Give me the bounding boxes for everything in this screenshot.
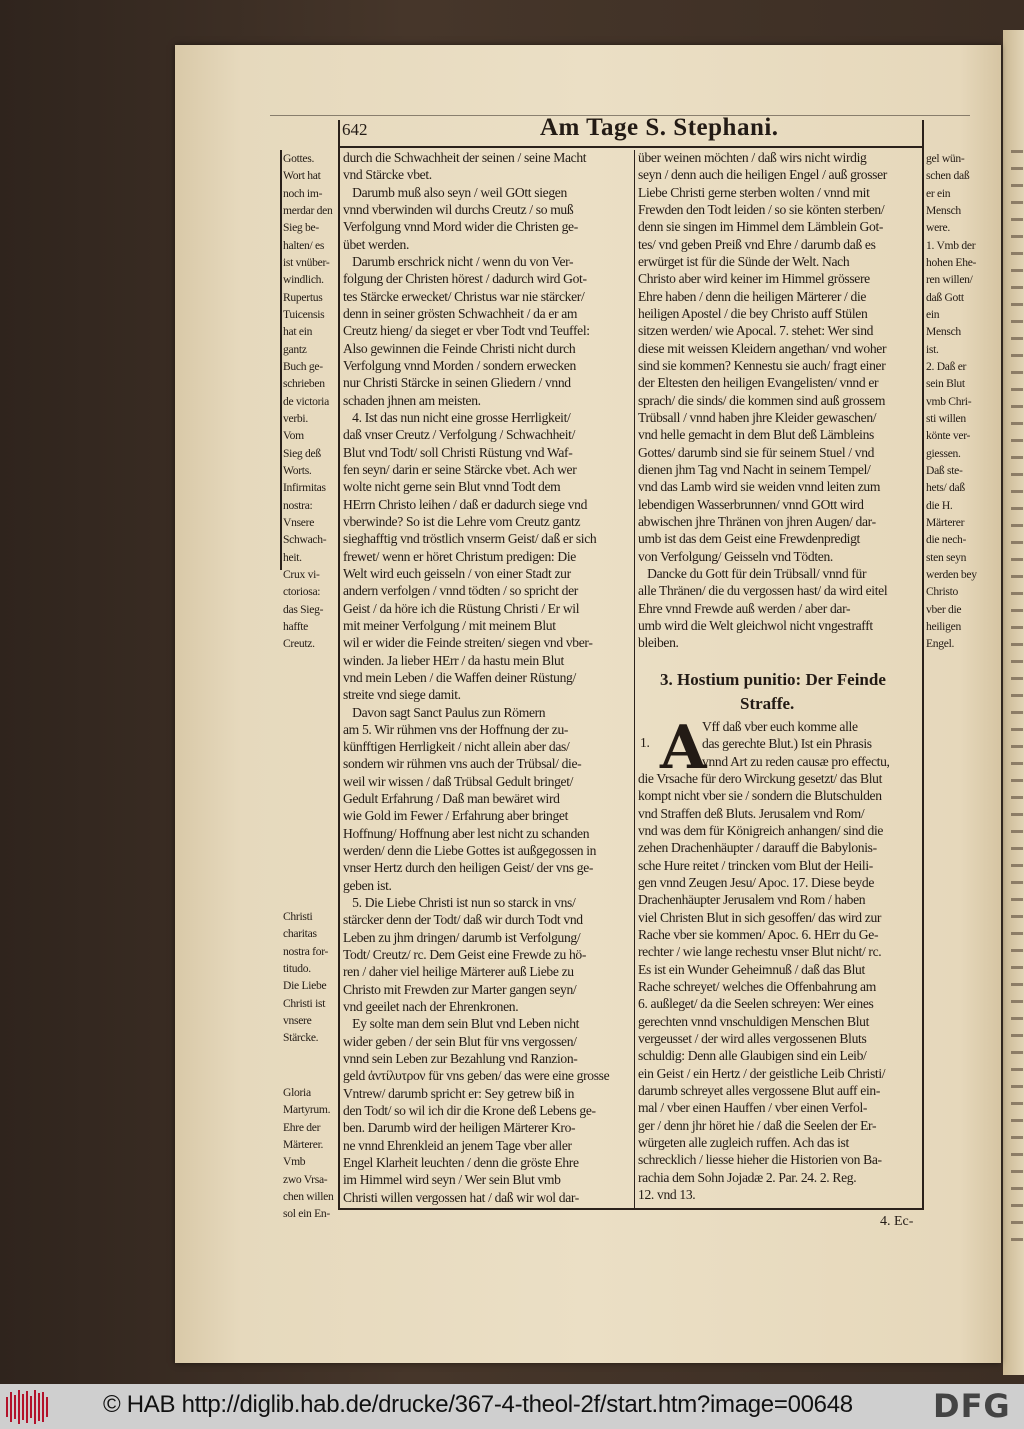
text-line: sind sie kommen? Kennestu sie auch/ fragt einer (638, 357, 886, 373)
margin-note-line: werden bey (926, 567, 977, 581)
text-line: 4. Ist das nun nicht eine grosse Herrligkeit/ (343, 409, 571, 425)
margin-note-line: sten seyn (926, 550, 967, 564)
text-line: rechter / wie lange rechestu vnser Blut nicht/ rc. (638, 944, 882, 960)
text-line: Davon sagt Sanct Paulus zun Römern (343, 704, 546, 720)
margin-note-line: vber die (926, 602, 962, 616)
margin-note-line: giessen. (926, 446, 961, 460)
margin-note-line: Christo (926, 585, 959, 599)
text-line: Welt wird euch geisseln / von einer Stadt zur (343, 565, 571, 581)
margin-note-line: Die Liebe (283, 979, 327, 993)
text-line: Darumb muß also seyn / weil GOtt siegen (343, 184, 567, 200)
text-line: sitzen werden/ wie Apocal. 7. stehet: Wer sind (638, 323, 874, 339)
text-line: Frewden den Todt leiden / so sie könten sterben/ (638, 201, 885, 217)
text-line: vberwinde? So ist die Lehre vom Creutz gantz (343, 513, 581, 529)
text-line: Verfolgung vnnd Mord wider die Christen ge- (343, 219, 578, 235)
text-line: Ehre haben / denn die heiligen Märterer / die (638, 288, 867, 304)
text-line: ren / daher viel heilige Märterer auß Liebe zu (343, 964, 574, 980)
left-margin-rule (338, 120, 340, 1210)
text-line: Darumb erschrick nicht / wenn du von Ver- (343, 253, 574, 269)
text-line: Geist / da höre ich die Rüstung Christi / Er wil (343, 600, 580, 616)
text-line: 6. außleget/ da die Seelen schreyen: Wer eines (638, 996, 874, 1012)
text-line: nur Christi Stärcke in seinen Gliedern / vnnd (343, 375, 571, 391)
text-line: Blut vnd Todt/ soll Christi Rüstung vnd Waf- (343, 444, 573, 460)
text-line: vnd das Lamb wird sie weiden vnnd leiten zum (638, 479, 881, 495)
margin-note-line: 1. Vmb der (926, 238, 976, 252)
margin-note-line: daß Gott (926, 290, 964, 304)
margin-note-line: ctoriosa: (283, 585, 321, 599)
margin-note-line: Sieg deß (283, 446, 321, 460)
text-line: winden. Ja lieber HErr / da hastu mein Blut (343, 652, 564, 668)
footer-bar (0, 1384, 1024, 1429)
left-marginalia-2 (283, 908, 338, 1047)
text-line: wider geben / der sein Blut für vns vergossen/ (343, 1033, 577, 1049)
margin-note-line: Worts. (283, 463, 312, 477)
margin-note-line: das Sieg- (283, 602, 324, 616)
text-line: frewet/ wenn er höret Christum predigen: Die (343, 548, 576, 564)
text-line: diese mit weissen Kleidern angethan/ vnd woher (638, 340, 887, 356)
next-page-edge (1003, 30, 1024, 1375)
text-line: durch die Schwachheit der seinen / seine Macht (343, 150, 587, 165)
margin-note-line: nostra for- (283, 944, 329, 958)
margin-note-line: Creutz. (283, 637, 315, 651)
text-line: sondern wir rühmen vns auch der Trübsal/ die- (343, 756, 582, 772)
margin-note-line: Sieg be- (283, 221, 319, 235)
text-line: vnser Hertz durch den heiligen Geist/ der vns ge- (343, 860, 594, 876)
margin-note-line: charitas (283, 927, 317, 941)
text-line: die Vrsache für dero Wirckung gesetzt/ das Blut (638, 771, 883, 786)
text-line: folgung der Christen hörest / dadurch wird Got- (343, 271, 587, 287)
text-line: alle Thränen/ die du vergossen hast/ da wird eitel (638, 583, 888, 599)
text-line: werden/ denn die Liebe Gottes ist außgegossen in (343, 843, 597, 859)
text-line: denn in seiner grösten Schwachheit / da er am (343, 305, 578, 321)
margin-note-line: hat ein (283, 325, 313, 339)
text-line: vnd Stärcke vbet. (343, 167, 432, 183)
margin-note-line: heiligen (926, 619, 961, 633)
margin-note-line: halten/ es (283, 238, 325, 252)
margin-note-line: Mensch (926, 203, 961, 217)
text-line: zehen Drachenhäupter / darauff die Babylonis- (638, 840, 877, 856)
text-line: vnd mein Leben / die Waffen deiner Rüstung/ (343, 669, 576, 685)
column-2-indented-text (702, 718, 922, 770)
margin-note-line: Christi (283, 910, 313, 923)
margin-note-line: Ehre der (283, 1120, 321, 1134)
margin-note-line: schen daß (926, 169, 970, 183)
text-line: Engel Klarheit leuchten / denn die gröste Ehre (343, 1155, 579, 1171)
right-margin-rule (922, 120, 924, 1210)
text-line: Leben zu jhm dringen/ darumb ist Verfolgung/ (343, 929, 581, 945)
margin-note-line: er ein (926, 186, 951, 200)
section-heading-line-1: 3. Hostium punitio: Der Feinde (660, 670, 886, 689)
margin-note-line: gantz (283, 342, 307, 356)
section-heading (660, 668, 922, 716)
text-line: stärcker denn der Todt/ daß wir durch Todt vnd (343, 912, 583, 928)
text-line: im Himmel wird seyn / Wer sein Blut vmb (343, 1172, 561, 1188)
text-line: vnd helle gemacht in dem Blut deß Lämbleins (638, 427, 874, 443)
margin-note-line: de victoria (283, 394, 329, 408)
margin-note-line: sti willen (926, 411, 966, 425)
margin-note-line: ist vnüber- (283, 255, 330, 269)
text-line: daß vnser Creutz / Verfolgung / Schwachheit/ (343, 427, 575, 443)
margin-note-line: 2. Daß er (926, 359, 967, 373)
margin-note-line: ein (926, 307, 940, 321)
margin-note-line: vnsere (283, 1013, 312, 1027)
margin-note-line: Märterer (926, 515, 965, 529)
text-line: der Eltesten den heiligen Evangelisten/ vnnd er (638, 375, 879, 391)
text-line: vergeusset / der wird alles vergossenen Bluts (638, 1030, 867, 1046)
text-line: wil er wider die Feinde streiten/ siegen vnd vber- (343, 635, 593, 651)
text-line: Christi willen vergossen hat / daß wir wol dar- (343, 1189, 579, 1205)
text-line: Liebe Christi gerne sterben wolten / vnnd mit (638, 184, 870, 200)
margin-note-line: haffte (283, 619, 309, 633)
margin-note-line: noch im- (283, 186, 323, 200)
margin-note-line: windlich. (283, 273, 324, 287)
dfg-logo: DFG (933, 1387, 1011, 1425)
margin-note-line: die H. (926, 498, 953, 512)
margin-note-line: Tuicensis (283, 307, 325, 321)
text-line: am 5. Wir rühmen vns der Hoffnung der zu- (343, 721, 569, 737)
text-line: darumb schreyet alles vergossene Blut auff ein- (638, 1082, 881, 1098)
text-line: bleiben. (638, 635, 679, 651)
text-line: schaden jhnen am meisten. (343, 392, 481, 408)
text-line: viel Christen Blut in sich gesoffen/ das wird zur (638, 909, 882, 925)
text-line: tes Stärcke erwecket/ Christus war nie stärcker/ (343, 288, 585, 304)
bottom-rule (338, 1208, 924, 1210)
column-2-text-bottom (638, 770, 922, 1203)
text-line: umb wird die Welt gleichwol nicht vngestrafft (638, 617, 873, 633)
text-line: HErrn Christo leihen / daß er dadurch siege vnd (343, 496, 588, 512)
text-line: von Verfolgung/ Geisseln vnd Tödten. (638, 548, 833, 564)
text-line: geben ist. (343, 877, 392, 893)
running-head: Am Tage S. Stephani. (540, 114, 779, 141)
text-line: Ehre vnnd Frewde auß werden / aber dar- (638, 600, 851, 616)
right-marginalia (926, 150, 988, 653)
margin-note-line: verbi. (283, 411, 308, 425)
margin-note-line: Vom (283, 429, 304, 443)
margin-note-line: Wort hat (283, 169, 321, 183)
hab-logo-icon (6, 1390, 50, 1424)
text-line: vnd geeilet nach der Ehrenkronen. (343, 999, 519, 1015)
text-line: ein Geist / ein Hertz / der geistliche Leib Christi/ (638, 1065, 886, 1081)
text-line: Drachenhäupter Jerusalem vnd Rom / haben (638, 892, 866, 908)
paragraph-number: 1. (640, 735, 650, 750)
text-line: vnnd sein Leben zur Bezahlung vnd Ranzion- (343, 1051, 578, 1067)
text-line: wolte nicht gerne sein Blut vnnd Todt dem (343, 479, 561, 495)
text-line: Ey solte man dem sein Blut vnd Leben nicht (343, 1016, 580, 1032)
text-line: Es ist ein Wunder Geheimnuß / daß das Blut (638, 961, 865, 977)
text-line: Trübsall / vnnd haben jhre Kleider gewaschen/ (638, 409, 877, 425)
text-line: lebendigen Wasserbrunnen/ vnnd GOtt wird (638, 496, 864, 512)
margin-note-line: ist. (926, 342, 939, 356)
text-line: weil wir wissen / daß Trübsal Gedult bringet/ (343, 773, 574, 789)
text-line: abwischen jhre Thränen von jhren Augen/ dar- (638, 513, 876, 529)
text-line: wie Gold im Fewer / Erfahrung aber bringet (343, 808, 569, 824)
margin-note-line: zwo Vrsa- (283, 1172, 328, 1186)
text-line: über weinen möchten / daß wirs nicht wirdig (638, 150, 867, 165)
margin-note-line: gel wün- (926, 152, 965, 165)
column-2-text-top (638, 149, 922, 652)
text-line: 12. vnd 13. (638, 1186, 696, 1202)
text-line: erwürget ist für die Sünde der Welt. Nach (638, 253, 850, 269)
margin-note-line: Crux vi- (283, 567, 320, 581)
text-line: fen seyn/ darin er seine Stärcke vbet. Ach wer (343, 461, 577, 477)
text-line: vnd was dem für Königreich anhangen/ sind die (638, 822, 884, 838)
margin-note-line: Stärcke. (283, 1031, 319, 1045)
text-line: Also gewinnen die Feinde Christi nicht durch (343, 340, 576, 356)
margin-note-line: Schwach- (283, 533, 327, 547)
text-line: kompt nicht vber sie / sondern die Blutschulden (638, 788, 882, 804)
text-line: schrecklich / liesse hieher die Historien von Ba- (638, 1152, 882, 1168)
text-line: andern verfolgen / vnnd tödten / so spricht der (343, 583, 578, 599)
text-line: ne vnnd Ehrenkleid an jenem Tage vber aller (343, 1137, 572, 1153)
text-line: das gerechte Blut.) Ist ein Phrasis (702, 736, 872, 752)
margin-note-line: titudo. (283, 961, 311, 975)
text-line: gerechten vnnd vnschuldigen Menschen Blut (638, 1013, 870, 1029)
margin-note-line: Rupertus (283, 290, 323, 304)
margin-note-line: Märterer. (283, 1137, 324, 1151)
text-line: vnnd Art zu reden causæ pro effectu, (702, 753, 890, 769)
margin-note-line: were. (926, 221, 950, 235)
margin-note-line: Vmb (283, 1155, 306, 1169)
text-line: Christo aber wird keiner im Himmel grössere (638, 271, 870, 287)
text-line: denn sie singen im Himmel dem Lämblein Got- (638, 219, 884, 235)
text-line: Gedult Erfahrung / Daß man bewäret wird (343, 791, 560, 807)
margin-note-line: ren willen/ (926, 273, 973, 287)
text-line: 5. Die Liebe Christi ist nun so starck in vns/ (343, 895, 576, 911)
margin-note-line: Martyrum. (283, 1103, 331, 1117)
text-line: Christo mit Frewden zur Marter gangen seyn/ (343, 981, 577, 997)
text-line: Creutz hieng/ da sieget er vber Todt vnd Teuffel: (343, 323, 590, 339)
left-marginalia-1 (283, 150, 338, 653)
text-line: Rache vber sie kommen/ Apoc. 6. HErr du Ge- (638, 926, 879, 942)
section-heading-line-2: Straffe. (740, 694, 795, 713)
text-line: geld ἀντίλυτρον für vns geben/ das were eine grosse (343, 1068, 610, 1084)
text-line: mal / vber einen Hauffen / vber einen Verfol- (638, 1100, 868, 1116)
margin-note-line: vmb Chri- (926, 394, 972, 408)
column-divider (634, 150, 635, 1208)
margin-note-line: Infirmitas (283, 481, 326, 495)
margin-note-line: chen willen (283, 1189, 334, 1203)
margin-note-line: die nech- (926, 533, 967, 547)
text-line: Gottes/ darumb sind sie für seinem Stuel / vnd (638, 444, 875, 460)
copyright-link[interactable]: © HAB http://diglib.hab.de/drucke/367-4-theol-2f/start.htm?image=00648 (103, 1391, 853, 1418)
text-line: ger / denn jhr höret hie / daß die Seelen der Er- (638, 1117, 877, 1133)
text-line: Verfolgung vnnd Morden / sondern erwecken (343, 357, 576, 373)
margin-note-line: sein Blut (926, 377, 965, 391)
margin-note-line: merdar den (283, 203, 333, 217)
text-line: seyn / denn auch die heiligen Engel / auß grosser (638, 167, 887, 183)
text-line: Hoffnung/ Hoffnung aber lest nicht zu schanden (343, 825, 590, 841)
text-line: gen vnnd Zeugen Jesu/ Apoc. 17. Diese beyde (638, 874, 874, 890)
text-line: Dancke du Gott für dein Trübsall/ vnnd für (638, 565, 867, 581)
margin-note-line: hets/ daß (926, 481, 965, 495)
text-line: würgeten alle zugleich ruffen. Ach das ist (638, 1134, 849, 1150)
page-number: 642 (342, 120, 368, 139)
margin-note-line: Gottes. (283, 152, 315, 165)
text-line: künfftigen Herrligkeit / nicht allein aber das/ (343, 739, 570, 755)
text-line: dienen jhm Tag vnd Nacht in seinem Tempel/ (638, 461, 871, 477)
column-1-text (343, 149, 633, 1206)
text-line: Rache schreyet/ welches die Offenbahrung am (638, 978, 876, 994)
text-line: tes/ vnd geben Preiß vnd Ehre / darumb daß es (638, 236, 876, 252)
text-line: vnd Straffen deß Bluts. Jerusalem vnd Rom/ (638, 805, 865, 821)
text-line: vnnd vberwinden wil durchs Creutz / so muß (343, 201, 574, 217)
drop-cap: A (660, 713, 707, 783)
margin-note-line: könte ver- (926, 429, 971, 443)
margin-note-line: Gloria (283, 1086, 311, 1099)
text-line: schuldig: Denn alle Glaubigen sind ein Leib/ (638, 1048, 867, 1064)
margin-note-line: sol ein En- (283, 1207, 330, 1221)
text-line: heiligen Apostel / die bey Christo auff Stülen (638, 305, 868, 321)
margin-note-line: schrieben (283, 377, 325, 391)
text-line: den Todt/ so wil ich dir die Krone deß Lebens ge- (343, 1103, 596, 1119)
text-line: streite vnd siege damit. (343, 687, 461, 703)
text-line: sprach/ die sinds/ die kommen sind auß grossem (638, 392, 886, 408)
margin-note-line: Mensch (926, 325, 961, 339)
margin-note-line: hohen Ehe- (926, 255, 977, 269)
text-line: mit meiner Verfolgung / mit meinem Blut (343, 617, 556, 633)
text-line: Vntrew/ darumb spricht er: Sey getrew biß in (343, 1085, 575, 1101)
margin-note-line: Buch ge- (283, 359, 323, 373)
left-margin-outer-rule (280, 150, 282, 570)
text-line: umb ist das dem Geist eine Frewdenpredigt (638, 531, 860, 547)
text-line: Vff daß vber euch komme alle (702, 719, 858, 734)
text-line: sieghafftig vnd tröstlich vnserm Geist/ daß er sich (343, 531, 597, 547)
margin-note-line: Daß ste- (926, 463, 963, 477)
margin-note-line: Engel. (926, 637, 955, 651)
margin-note-line: Vnsere (283, 515, 315, 529)
margin-note-line: nostra: (283, 498, 313, 512)
text-line: übet werden. (343, 236, 410, 252)
text-line: Todt/ Creutz/ rc. Dem Geist eine Frewde zu hö- (343, 947, 587, 963)
text-line: ben. Darumb wird der heiligen Märterer Kro- (343, 1120, 576, 1136)
margin-note-line: Christi ist (283, 996, 326, 1010)
left-marginalia-3 (283, 1084, 338, 1223)
text-line: rachia dem Sohn Jojadæ 2. Par. 24. 2. Reg. (638, 1169, 857, 1185)
text-line: sche Hure reitet / trincken vom Blut der Heili- (638, 857, 873, 873)
header-rule (338, 146, 924, 148)
catchword: 4. Ec- (880, 1214, 914, 1229)
margin-note-line: heit. (283, 550, 302, 564)
